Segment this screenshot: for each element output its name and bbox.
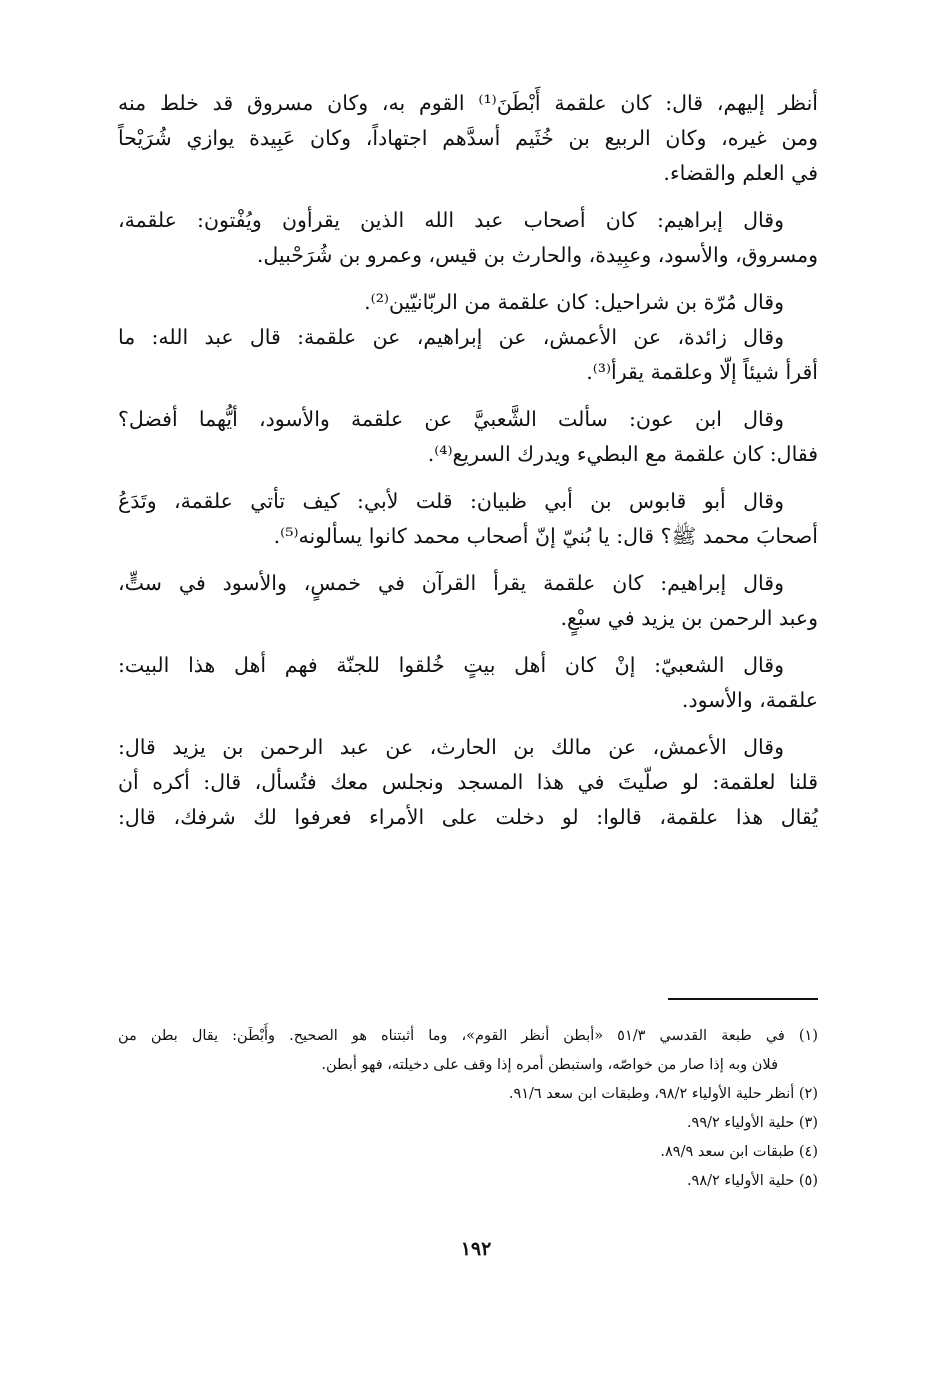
paragraph bbox=[118, 402, 818, 472]
text-line: وقال الأعمش، عن مالك بن الحارث، عن عبد الرحمن بن يزيد قال: bbox=[118, 735, 784, 759]
text-line: قلنا لعلقمة: لو صلّيتَ في هذا المسجد ونجلس معك فتُسأل، قال: أكره أن bbox=[118, 770, 818, 794]
text-line: أنظر إليهم، قال: كان علقمة أَبْطَنَ⁽¹⁾ القوم به، وكان مسروق قد خلط منه bbox=[118, 91, 818, 115]
text-line: ومسروق، والأسود، وعبِيدة، والحارث بن قيس، وعمرو بن شُرَحْبيل. bbox=[256, 243, 818, 267]
footnote-line: (٢) أنظر حلية الأولياء ٩٨/٢، وطبقات ابن سعد ٩١/٦. bbox=[508, 1086, 818, 1102]
paragraph bbox=[118, 320, 818, 390]
text-line: وقال زائدة، عن الأعمش، عن إبراهيم، عن علقمة: قال عبد الله: ما bbox=[118, 325, 784, 349]
paragraph bbox=[118, 285, 818, 320]
text-line: وقال أبو قابوس بن أبي ظبيان: قلت لأبي: كيف تأتي علقمة، وتَدَعُ bbox=[118, 489, 784, 513]
paragraph bbox=[118, 648, 818, 718]
text-line: وقال إبراهيم: كان علقمة يقرأ القرآن في خمسٍ، والأسود في ستٍّ، bbox=[118, 571, 784, 595]
main-text bbox=[118, 86, 818, 835]
text-line: في العلم والقضاء. bbox=[663, 161, 818, 185]
text-line: يُقال هذا علقمة، قالوا: لو دخلت على الأمراء فعرفوا لك شرفك، قال: bbox=[118, 805, 818, 829]
text-line: علقمة، والأسود. bbox=[681, 688, 818, 712]
footnote-line: (٤) طبقات ابن سعد ٨٩/٩. bbox=[660, 1144, 818, 1160]
footnote-separator bbox=[668, 998, 818, 1000]
text-line: فقال: كان علقمة مع البطيء ويدرك السريع⁽⁴⁾. bbox=[427, 442, 818, 466]
footnote-line: (٥) حلية الأولياء ٩٨/٢. bbox=[686, 1173, 818, 1189]
text-line: وقال إبراهيم: كان أصحاب عبد الله الذين يقرأون ويُفْتون: علقمة، bbox=[118, 208, 784, 232]
paragraph bbox=[118, 203, 818, 273]
paragraph bbox=[118, 566, 818, 636]
footnote-line: فلان وبه إذا صار من خواصّه، واستبطن أمره إذا وقف على دخيلته، فهو أبطن. bbox=[321, 1057, 778, 1073]
text-line: أصحابَ محمد ﷺ؟ قال: يا بُنيّ إنّ أصحاب محمد كانوا يسألونه⁽⁵⁾. bbox=[273, 524, 818, 548]
footnote-line: (٣) حلية الأولياء ٩٩/٢. bbox=[686, 1115, 818, 1131]
paragraph bbox=[118, 730, 818, 835]
text-line: وقال ابن عون: سألت الشَّعبيَّ عن علقمة والأسود، أيُّهما أفضل؟ bbox=[118, 407, 784, 431]
text-line: ومن غيره، وكان الربيع بن خُثَيم أسدَّهم اجتهاداً، وكان عَبِيدة يوازي شُرَيْحاً bbox=[118, 126, 818, 150]
text-line: أقرأ شيئاً إلّا وعلقمة يقرأ⁽³⁾. bbox=[586, 360, 818, 384]
text-line: وقال مُرّة بن شراحيل: كان علقمة من الربّانيّين⁽²⁾. bbox=[364, 290, 784, 314]
text-line: وقال الشعبيّ: إنْ كان أهل بيتٍ خُلقوا للجنّة فهم أهل هذا البيت: bbox=[118, 653, 784, 677]
paragraph bbox=[118, 86, 818, 191]
paragraph bbox=[118, 484, 818, 554]
footnotes bbox=[118, 1022, 818, 1196]
footnote-line: (١) في طبعة القدسي ٥١/٣ «أبطن أنظر القوم»، وما أثبتناه هو الصحيح. وأَبْطَن: يقال بطن من bbox=[118, 1028, 818, 1044]
page-number: ١٩٢ bbox=[460, 1238, 492, 1260]
text-line: وعبد الرحمن بن يزيد في سبْعٍ. bbox=[560, 606, 818, 630]
